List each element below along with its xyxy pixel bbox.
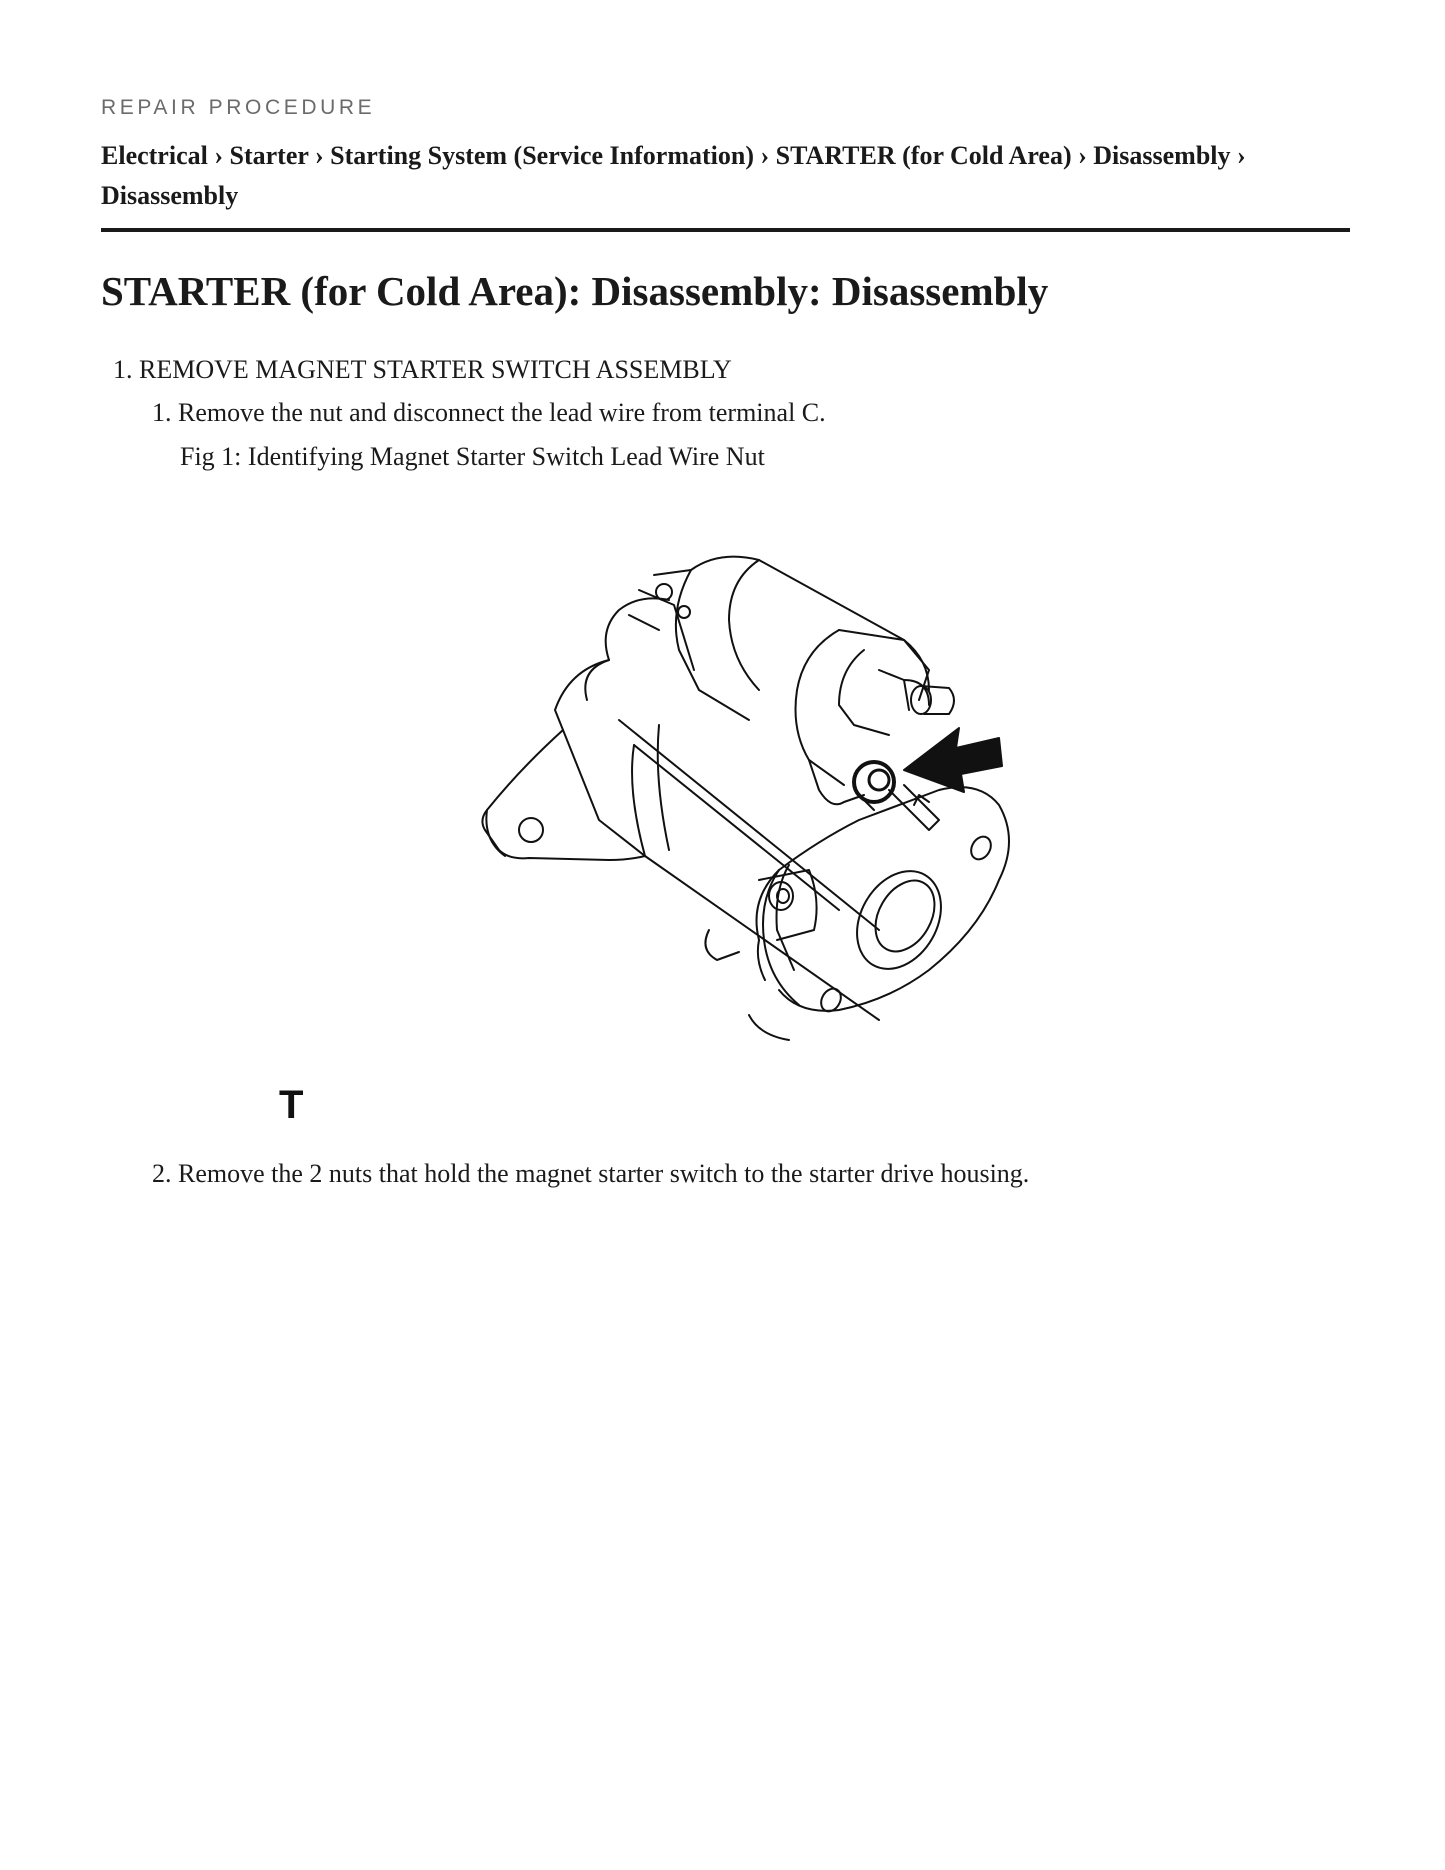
substep-number: 2. [152,1159,172,1188]
figure-caption: Fig 1: Identifying Magnet Starter Switch Lead Wire Nut [180,442,765,471]
step-1 [113,353,732,387]
step-number: 1. [113,355,133,384]
substep-1 [152,396,826,430]
breadcrumb-item[interactable]: STARTER (for Cold Area) [775,141,1072,170]
breadcrumb-item-current: Disassembly [101,181,239,210]
page-title: STARTER (for Cold Area): Disassembly: Disassembly [101,268,1049,314]
breadcrumb-separator: › [760,141,770,170]
header-divider [101,228,1350,232]
breadcrumb-item[interactable]: Starting System (Service Information) [330,141,754,170]
substep-text: Remove the 2 nuts that hold the magnet starter switch to the starter drive housing. [178,1159,1030,1188]
breadcrumb-item[interactable]: Electrical [101,141,208,170]
breadcrumb-item[interactable]: Starter [229,141,309,170]
breadcrumb-separator: › [314,141,324,170]
starter-motor-illustration [459,520,1169,1072]
breadcrumb [101,136,1341,216]
section-kicker: REPAIR PROCEDURE [101,96,376,119]
substep-2 [152,1157,1029,1191]
substep-number: 1. [152,398,172,427]
breadcrumb-item[interactable]: Disassembly [1093,141,1231,170]
substep-text: Remove the nut and disconnect the lead wire from terminal C. [178,398,826,427]
breadcrumb-separator: › [1078,141,1087,170]
figure-code-label: T [279,1083,304,1127]
breadcrumb-separator: › [1237,141,1246,170]
step-text: REMOVE MAGNET STARTER SWITCH ASSEMBLY [139,355,732,384]
breadcrumb-separator: › [214,141,224,170]
